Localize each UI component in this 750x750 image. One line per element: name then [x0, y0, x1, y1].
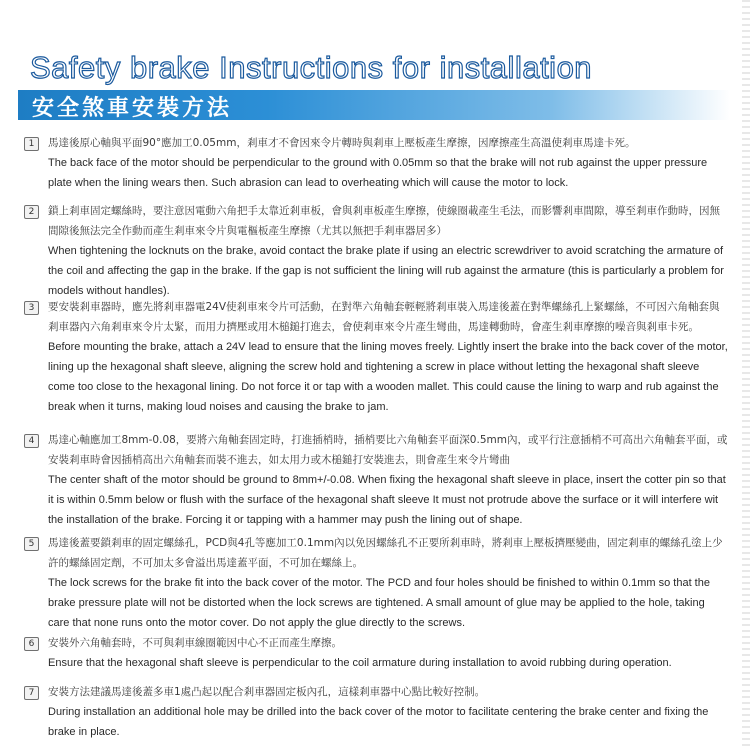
- item-number-badge: 6: [24, 637, 39, 651]
- instruction-chinese-text: 要安裝剎車器時，應先將剎車器電24V使剎車來令片可活動，在對準六角軸套輕輕將剎車裝入馬達後蓋在對準螺絲孔上緊螺絲，不可因六角軸套與剎車器內六角剎車來令片太緊，而用力擠壓或用木槌鎚打進去，會使剎車來令片產生彎曲，馬達轉動時，會產生剎車摩擦的噪音與剎車卡死。: [48, 301, 720, 333]
- instruction-item-1: [24, 133, 729, 193]
- instruction-item-2: [24, 201, 729, 301]
- item-number-badge: 7: [24, 686, 39, 700]
- instruction-english: The back face of the motor should be perpendicular to the ground with 0.05mm so that the brake will not rub against the upper pressure plate when the lining wears then. Such abrasion can lead to overheating which will cause the motor to lock.: [48, 157, 708, 189]
- instruction-chinese: [24, 297, 729, 337]
- page-title-chinese: 安全煞車安裝方法: [32, 96, 233, 121]
- instruction-chinese: [24, 633, 729, 653]
- page-edge-decoration: [742, 0, 750, 750]
- item-number-badge: 3: [24, 301, 39, 315]
- item-number-badge: 2: [24, 205, 39, 219]
- instruction-chinese: [24, 682, 729, 702]
- instruction-chinese-text: 鎖上剎車固定螺絲時，要注意因電動六角把手太靠近剎車板，會與剎車板產生摩擦，使線圈載產生毛法，而影響剎車間隙，導至剎車作動時，因無間隙後無法完全作動而產生剎車來令片與電樞板產生摩擦（尤其以無把手剎車器居多）: [48, 205, 720, 237]
- instruction-chinese-text: 安裝外六角軸套時，不可與剎車線圈範因中心不正而產生摩擦。: [48, 637, 342, 649]
- instruction-item-4: [24, 430, 729, 530]
- instruction-chinese-text: 馬達後原心軸與平面90°應加工0.05mm，剎車才不會因來令片轉時與剎車上壓板產生摩擦，因摩擦產生高溫使剎車馬達卡死。: [48, 137, 636, 149]
- instruction-english: During installation an additional hole may be drilled into the back cover of the motor to facilitate centering the brake center and fixing the brake in place.: [48, 706, 709, 738]
- instruction-chinese: [24, 201, 729, 241]
- instruction-english: Before mounting the brake, attach a 24V lead to ensure that the lining moves freely. Lightly insert the brake into the back cover of the motor, lining up the hexagonal shaft sleeve, aligning the screw hold and tightening a screw in place without letting the hexagonal shaft sleeve come too close to the hexagonal lining. Do not force it or tap with a wooden mallet. This could cause the lining to warp and rub against the break when it turns, making loud noises and causing the brake to jam.: [48, 341, 728, 413]
- instruction-english: When tightening the locknuts on the brake, avoid contact the brake plate if using an electric screwdriver to avoid scratching the armature of the coil and affecting the gap in the brake. If the gap is not sufficient the lining will rub against the armature (this is particularly a problem for models without handles).: [48, 245, 724, 297]
- instruction-item-3: [24, 297, 729, 417]
- instruction-english: The center shaft of the motor should be ground to 8mm+/-0.08. When fixing the hexagonal shaft sleeve in place, insert the cotter pin so that it is within 0.5mm below or flush with the surface of the hexagonal shaft sleeve It must not protrude above the surface or it will interfere wit the installation of the brake. Forcing it or tapping with a hammer may push the lining out of shape.: [48, 474, 726, 526]
- instruction-chinese-text: 安裝方法建議馬達後蓋多車1處凸起以配合剎車器固定板內孔，這樣剎車器中心點比較好控制。: [48, 686, 486, 698]
- instruction-chinese: [24, 533, 729, 573]
- page-title-english: Safety brake Instructions for installation: [30, 50, 593, 85]
- item-number-badge: 5: [24, 537, 39, 551]
- title-banner: [18, 90, 730, 120]
- item-number-badge: 4: [24, 434, 39, 448]
- instruction-english: Ensure that the hexagonal shaft sleeve is perpendicular to the coil armature during installation to avoid rubbing during operation.: [48, 657, 672, 669]
- instruction-chinese: [24, 430, 729, 470]
- instruction-chinese-text: 馬達後蓋要鎖剎車的固定螺絲孔，PCD與4孔等應加工0.1mm內以免因螺絲孔不正要所剎車時，將剎車上壓板擠壓變曲，固定剎車的螺絲孔塗上少許的螺絲固定劑，不可加太多會溢出馬達蓋平面，不可加在螺絲上。: [48, 537, 723, 569]
- instruction-chinese: [24, 133, 729, 153]
- item-number-badge: 1: [24, 137, 39, 151]
- instruction-item-5: [24, 533, 729, 633]
- instruction-item-7: [24, 682, 729, 742]
- instruction-item-6: [24, 633, 729, 673]
- instruction-chinese-text: 馬達心軸應加工8mm-0.08，要將六角軸套固定時，打進插梢時，插梢要比六角軸套平面深0.5mm內，或平行注意插梢不可高出六角軸套平面，或安裝剎車時會因插梢高出六角軸套而裝不進去，如太用力或木槌鎚打安裝進去，則會產生來令片彎曲: [48, 434, 728, 466]
- instruction-english: The lock screws for the brake fit into the back cover of the motor. The PCD and four holes should be finished to within 0.1mm so that the brake pressure plate will not be distorted when the lock screws are tightened. A small amount of glue may be applied to the hole, taking care that none runs onto the motor cover. Do not apply the glue directly to the screws.: [48, 577, 710, 629]
